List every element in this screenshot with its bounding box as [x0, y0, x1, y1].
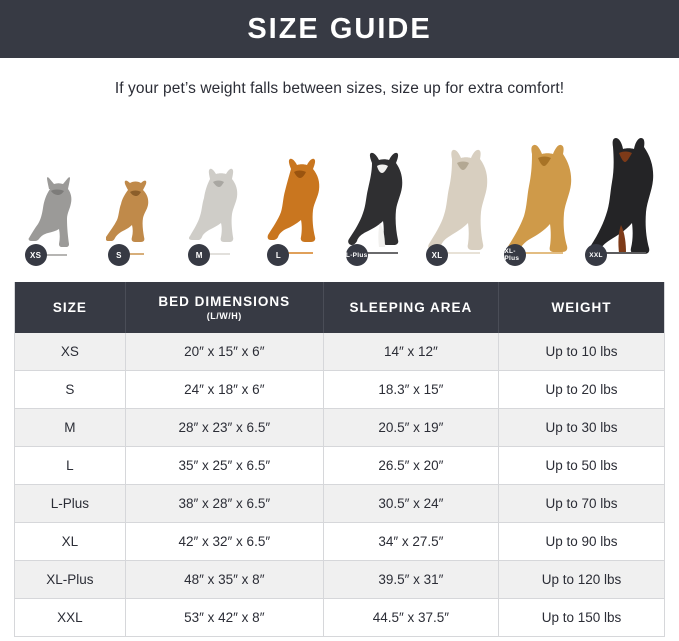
table-row — [15, 333, 664, 371]
labrador-silhouette — [424, 145, 498, 266]
cell-size: XXL — [15, 599, 125, 637]
cell-size: M — [15, 409, 125, 447]
pet-xl — [420, 116, 501, 266]
cell-size: L-Plus — [15, 485, 125, 523]
pet-badge-xs: XS — [25, 244, 47, 266]
pet-xxl — [583, 116, 665, 266]
column-header-weight-label: WEIGHT — [551, 300, 612, 315]
table-header-row — [15, 282, 664, 333]
header-banner — [0, 0, 679, 58]
cell-sleeping-area: 44.5″ x 37.5″ — [323, 599, 498, 637]
pet-l — [258, 116, 339, 266]
page-title: SIZE GUIDE — [247, 12, 432, 45]
cell-dimensions: 53″ x 42″ x 8″ — [125, 599, 323, 637]
column-header-bed-dimensions-label: BED DIMENSIONS — [158, 294, 291, 309]
cell-dimensions: 48″ x 35″ x 8″ — [125, 561, 323, 599]
table-row — [15, 409, 664, 447]
cell-sleeping-area: 26.5″ x 20″ — [323, 447, 498, 485]
cell-sleeping-area: 20.5″ x 19″ — [323, 409, 498, 447]
cell-sleeping-area: 18.3″ x 15″ — [323, 371, 498, 409]
pomeranian-silhouette — [106, 166, 166, 266]
pet-xl-plus — [502, 116, 583, 266]
cell-weight: Up to 30 lbs — [498, 409, 664, 447]
table-row — [15, 599, 664, 637]
pet-badge-l-plus: L-Plus — [346, 244, 368, 266]
column-header-bed-dimensions-sub: (L/W/H) — [206, 311, 242, 321]
subtitle-container — [0, 58, 679, 98]
cell-weight: Up to 150 lbs — [498, 599, 664, 637]
cell-size: XL — [15, 523, 125, 561]
cell-weight: Up to 90 lbs — [498, 523, 664, 561]
pet-badge-l: L — [267, 244, 289, 266]
cell-size: XS — [15, 333, 125, 371]
column-header-size-label: SIZE — [52, 300, 87, 315]
cell-weight: Up to 10 lbs — [498, 333, 664, 371]
cell-weight: Up to 50 lbs — [498, 447, 664, 485]
cell-size: S — [15, 371, 125, 409]
cell-dimensions: 42″ x 32″ x 6.5″ — [125, 523, 323, 561]
cell-dimensions: 20″ x 15″ x 6″ — [125, 333, 323, 371]
pet-l-plus — [339, 116, 420, 266]
column-header-weight — [498, 282, 664, 333]
table-row — [15, 561, 664, 599]
pet-badge-xl: XL — [426, 244, 448, 266]
column-header-sleeping-area — [323, 282, 498, 333]
size-table-container — [14, 282, 665, 637]
table-row — [15, 485, 664, 523]
pet-badge-xl-plus: XL-Plus — [504, 244, 526, 266]
pet-badge-s: S — [108, 244, 130, 266]
table-row — [15, 447, 664, 485]
pet-badge-m: M — [188, 244, 210, 266]
cat-silhouette — [23, 171, 87, 266]
shiba-inu-silhouette — [265, 153, 331, 266]
pet-silhouette-row — [14, 116, 665, 266]
cell-dimensions: 24″ x 18″ x 6″ — [125, 371, 323, 409]
pet-s — [95, 116, 176, 266]
cell-sleeping-area: 34″ x 27.5″ — [323, 523, 498, 561]
cell-size: L — [15, 447, 125, 485]
cell-size: XL-Plus — [15, 561, 125, 599]
cell-dimensions: 28″ x 23″ x 6.5″ — [125, 409, 323, 447]
doberman-silhouette — [583, 137, 665, 266]
cell-sleeping-area: 30.5″ x 24″ — [323, 485, 498, 523]
table-row — [15, 523, 664, 561]
cell-dimensions: 38″ x 28″ x 6.5″ — [125, 485, 323, 523]
table-body — [15, 333, 664, 636]
french-bulldog-silhouette — [186, 161, 248, 266]
border-collie-silhouette — [344, 149, 416, 266]
cell-sleeping-area: 14″ x 12″ — [323, 333, 498, 371]
column-header-sleeping-area-label: SLEEPING AREA — [349, 300, 473, 315]
cell-dimensions: 35″ x 25″ x 6.5″ — [125, 447, 323, 485]
cell-weight: Up to 20 lbs — [498, 371, 664, 409]
cell-weight: Up to 70 lbs — [498, 485, 664, 523]
cell-sleeping-area: 39.5″ x 31″ — [323, 561, 498, 599]
golden-retriever-silhouette — [502, 141, 582, 266]
table-row — [15, 371, 664, 409]
cell-weight: Up to 120 lbs — [498, 561, 664, 599]
column-header-size — [15, 282, 125, 333]
size-table — [15, 282, 664, 636]
pet-m — [177, 116, 258, 266]
column-header-bed-dimensions — [125, 282, 323, 333]
pet-badge-xxl: XXL — [585, 244, 607, 266]
pet-xs — [14, 116, 95, 266]
table-header — [15, 282, 664, 333]
subtitle-text: If your pet’s weight falls between sizes, size up for extra comfort! — [114, 80, 565, 97]
